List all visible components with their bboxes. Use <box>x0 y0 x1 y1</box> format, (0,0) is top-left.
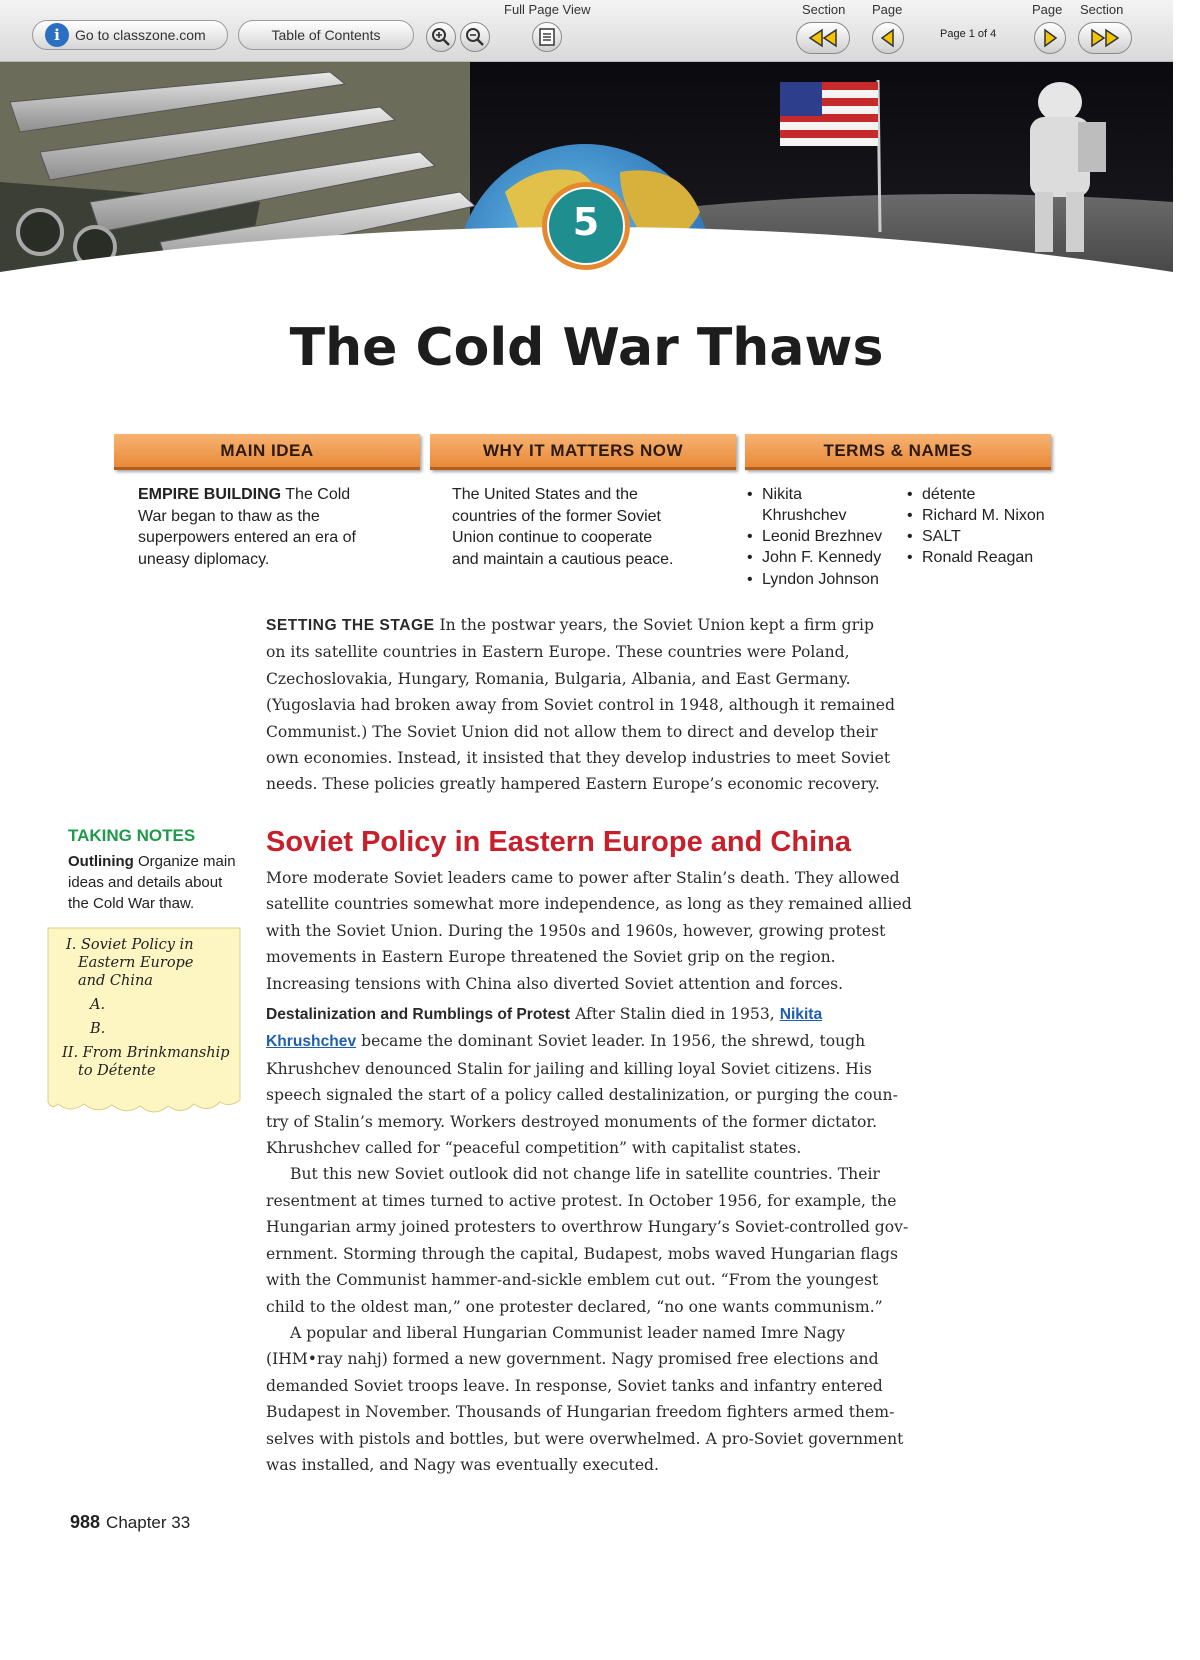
banner-illustration <box>0 62 1173 302</box>
section-body: More moderate Soviet leaders came to power after Stalin’s death. They allowed satellite countries somewhat more independence, as long as they remained allied with the Soviet Union. During the 1950s and 1960s, however, growing protest movements in Eastern Europe threatened the Soviet grip on the region. Increasing tensions with China also diverted Soviet attention and forces. Destalinization and Rumblings of Protest After Stalin died in 1953, Nikita Khrushchev became the dominant Soviet leader. In 1956, the shrewd, tough Khrushchev denounced Stalin for jailing and killing loyal Soviet citizens. His speech signaled the start of a policy called destalinization, or purging the coun- try of Stalin’s memory. Workers destroyed monuments of the former dictator. Khrushchev called for “peaceful competition” with capitalist states. But this new Soviet outlook did not change life in satellite countries. Their resentment at times turned to active protest. In October 1956, for example, the Hungarian army joined protesters to overthrow Hungary’s Soviet-controlled gov- ernment. Storming through the capital, Budapest, mobs waved Hungarian flags with the Communist hammer-and-sickle emblem cut out. “From the youngest child to the oldest man,” one protester declared, “no one wants communism.” A popular and liberal Hungarian Communist leader named Imre Nagy (IHM•ray nahj) formed a new government. Nagy promised free elections and demanded Soviet troops leave. In response, Soviet tanks and infantry entered Budapest in November. Thousands of Hungarian freedom fighters armed them- selves with pistols and bottles, but were overwhelmed. A pro-Soviet government was installed, and Nagy was eventually executed. <box>266 869 912 1474</box>
zoom-in-icon <box>431 27 451 47</box>
terms-names-header: TERMS & NAMES <box>745 434 1051 470</box>
arrow-right-icon <box>1041 28 1059 48</box>
next-page-button[interactable] <box>1034 22 1066 54</box>
chapter-number: 5 <box>572 200 600 244</box>
chapter-banner <box>0 62 1173 302</box>
classzone-label: Go to classzone.com <box>75 27 206 43</box>
page-number: 988 <box>70 1512 101 1532</box>
term-richard-nixon[interactable]: • Richard M. Nixon <box>907 507 1045 524</box>
arrow-left-icon <box>879 28 897 48</box>
section-label-right: Section <box>1080 2 1124 17</box>
zoom-out-button[interactable] <box>460 22 490 52</box>
page-label-left: Page <box>872 2 903 17</box>
term-leonid-brezhnev[interactable]: • Leonid Brezhnev <box>747 528 883 545</box>
full-page-view-label: Full Page View <box>504 2 591 17</box>
term-detente[interactable]: • détente <box>907 486 976 503</box>
khrushchev-link[interactable]: Khrushchev <box>266 1033 357 1051</box>
setting-the-stage: SETTING THE STAGE In the postwar years, the Soviet Union kept a firm grip on its satellite countries in Eastern Europe. These countries were Poland, Czechoslovakia, Hungary, Romania, Bulgaria, Albania, and East Germany. (Yugoslavia had broken away from Soviet control in 1948, although it remained Communist.) The Soviet Union did not allow them to direct and develop their own economies. Instead, it insisted that they develop industries to meet Soviet needs. These policies greatly hampered Eastern Europe’s economic recovery. <box>266 616 895 794</box>
classzone-button[interactable] <box>32 20 228 50</box>
section-label-left: Section <box>802 2 846 17</box>
double-arrow-right-icon <box>1087 27 1123 49</box>
why-it-matters-header: WHY IT MATTERS NOW <box>430 434 736 470</box>
main-idea-text: EMPIRE BUILDING The Cold War began to thaw as the superpowers entered an era of uneasy diplomacy. <box>138 486 356 568</box>
chapter-label: Chapter 33 <box>106 1513 191 1532</box>
term-salt[interactable]: • SALT <box>907 528 961 545</box>
toolbar <box>0 0 1173 62</box>
page-title: The Cold War Thaws <box>289 318 884 378</box>
previous-section-button[interactable] <box>796 22 850 54</box>
section-heading: Soviet Policy in Eastern Europe and China <box>266 826 851 858</box>
main-idea-theme: EMPIRE BUILDING <box>138 486 282 503</box>
term-ronald-reagan[interactable]: • Ronald Reagan <box>907 549 1034 566</box>
why-it-matters-text: The United States and the countries of the former Soviet Union continue to cooperate and maintain a cautious peace. <box>452 486 674 568</box>
info-icon: i <box>45 23 69 47</box>
main-idea-header: MAIN IDEA <box>114 434 420 470</box>
double-arrow-left-icon <box>805 27 841 49</box>
full-page-view-button[interactable] <box>532 22 562 52</box>
previous-page-button[interactable] <box>872 22 904 54</box>
term-nikita-khrushchev[interactable]: • Nikita <box>747 486 803 503</box>
taking-notes-title: TAKING NOTES <box>68 826 196 845</box>
toc-label: Table of Contents <box>271 27 381 43</box>
zoom-in-button[interactable] <box>426 22 456 52</box>
destalinization-subhead: Destalinization and Rumblings of Protest <box>266 1006 571 1024</box>
page-indicator: Page 1 of 4 <box>940 28 997 40</box>
taking-notes-instructions: Outlining Organize main ideas and details about the Cold War thaw. <box>68 853 236 912</box>
next-section-button[interactable] <box>1078 22 1132 54</box>
setting-stage-lead: SETTING THE STAGE <box>266 617 435 634</box>
table-of-contents-button[interactable] <box>238 20 414 50</box>
page-footer <box>70 1512 190 1533</box>
nikita-khrushchev-link[interactable]: Nikita <box>779 1006 823 1024</box>
term-john-f-kennedy[interactable]: • John F. Kennedy <box>747 549 882 566</box>
zoom-out-icon <box>465 27 485 47</box>
page-view-icon <box>539 28 555 46</box>
page-label-right: Page <box>1032 2 1063 17</box>
outline-note-card: I. Soviet Policy in Eastern Europe and China A. B. II. From Brinkmanship to Détente <box>44 924 244 1118</box>
term-lyndon-johnson[interactable]: • Lyndon Johnson <box>747 571 879 588</box>
term-khrushchev-continued[interactable]: Khrushchev <box>762 507 847 524</box>
